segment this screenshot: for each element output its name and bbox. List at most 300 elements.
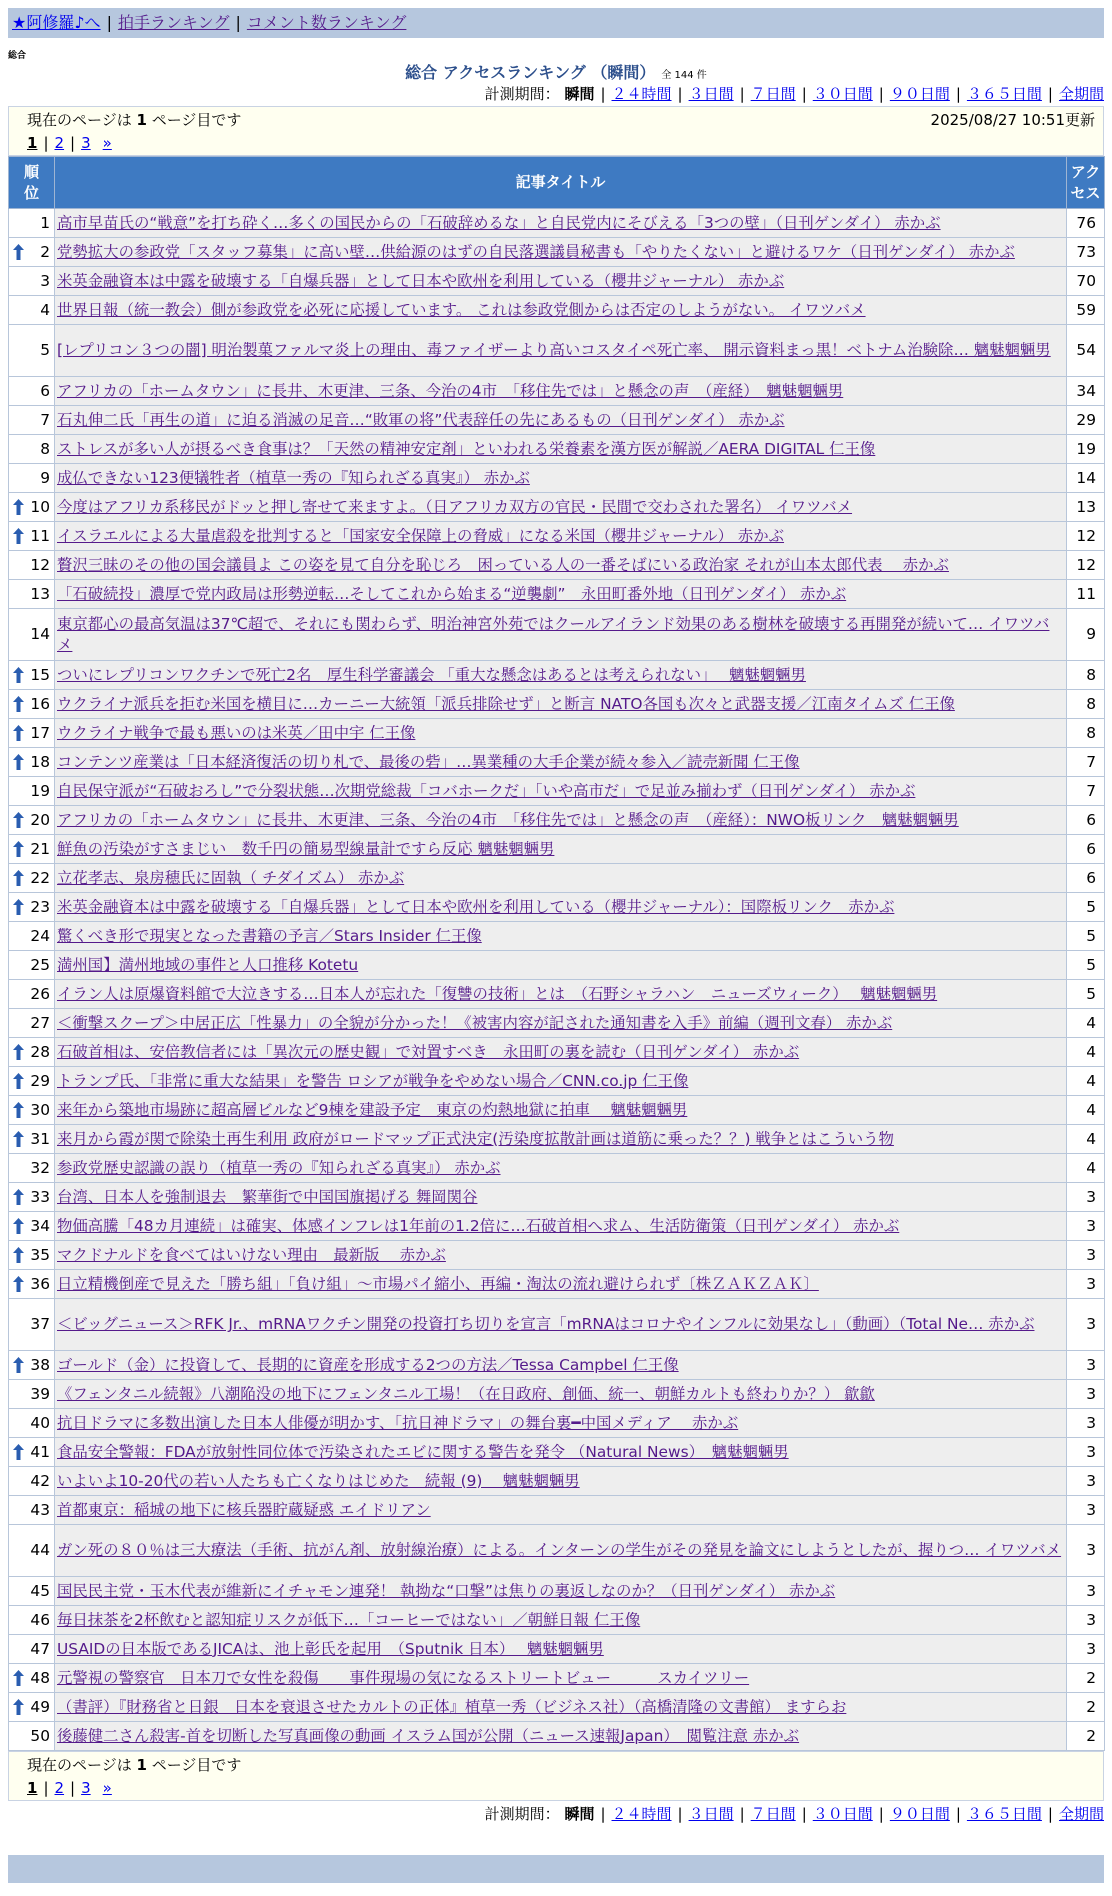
rank-cell [9, 1525, 55, 1577]
rank-number: 26 [30, 984, 50, 1003]
access-count: 76 [1067, 209, 1105, 238]
rank-cell [9, 493, 55, 522]
rank-column-header: 順位 [9, 157, 55, 209]
rank-up-arrow-icon [13, 696, 24, 712]
title-cell [55, 1183, 1067, 1212]
rank-up-arrow-icon [13, 841, 24, 857]
access-count: 3 [1067, 1183, 1105, 1212]
rank-number: 31 [30, 1129, 50, 1148]
access-count: 34 [1067, 377, 1105, 406]
rank-number: 46 [30, 1610, 50, 1629]
rank-cell [9, 1693, 55, 1722]
rank-cell [9, 690, 55, 719]
rank-number: 8 [40, 439, 50, 458]
title-cell [55, 238, 1067, 267]
access-count: 4 [1067, 1154, 1105, 1183]
access-count: 2 [1067, 1722, 1105, 1751]
article-link[interactable]: イラン人は原爆資料館で大泣きする…日本人が忘れた「復讐の技術」とは （石野シャラハン ニューズウィーク） 魑魅魍魎男 [57, 984, 938, 1003]
table-row [9, 719, 1105, 748]
rank-cell [9, 1438, 55, 1467]
table-row [9, 1467, 1105, 1496]
table-row [9, 1183, 1105, 1212]
access-count: 54 [1067, 325, 1105, 377]
title-cell [55, 1664, 1067, 1693]
title-cell [55, 1467, 1067, 1496]
article-link[interactable]: 東京都心の最高気温は37℃超で、それにも関わらず、明治神宮外苑ではクールアイランド効果のある樹林を破壊する再開発が続いて… イワツバメ [57, 614, 1050, 654]
title-cell [55, 296, 1067, 325]
table-row [9, 1722, 1105, 1751]
article-link[interactable]: 石丸伸二氏「再生の道」に迫る消滅の足音…“敗軍の将”代表辞任の先にあるもの（日刊ゲンダイ） 赤かぶ [57, 410, 785, 429]
page-links-bottom: 1 | 2 | 3 » [27, 1779, 112, 1797]
applause-ranking-link[interactable]: 拍手ランキング [117, 13, 230, 32]
period-current: 瞬間 [564, 85, 595, 103]
rank-up-arrow-icon [13, 1670, 24, 1686]
table-row [9, 1664, 1105, 1693]
title-cell [55, 1154, 1067, 1183]
rank-cell [9, 1183, 55, 1212]
rank-cell [9, 406, 55, 435]
rank-cell [9, 1067, 55, 1096]
rank-cell [9, 435, 55, 464]
rank-cell [9, 1409, 55, 1438]
article-link[interactable]: 食品安全警報：FDAが放射性同位体で汚染されたエビに関する警告を発令 （Natural News） 魑魅魍魎男 [57, 1442, 789, 1461]
rank-number: 17 [30, 723, 50, 742]
title-cell [55, 1009, 1067, 1038]
access-count: 7 [1067, 777, 1105, 806]
title-cell [55, 464, 1067, 493]
access-count: 3 [1067, 1635, 1105, 1664]
rank-cell [9, 1380, 55, 1409]
period-link-3d[interactable]: ３日間 [688, 85, 734, 103]
article-link[interactable]: 《フェンタニル続報》八潮陥没の地下にフェンタニル工場！（在日政府、創価、統一、朝鮮カルトも終わりか？） 歙歙 [57, 1384, 875, 1403]
table-row [9, 1096, 1105, 1125]
article-link[interactable]: 成仏できない123便犠牲者（植草一秀の『知られざる真実』） 赤かぶ [57, 468, 530, 487]
rank-number: 48 [30, 1668, 50, 1687]
rank-number: 13 [30, 584, 50, 603]
title-column-header: 記事タイトル [55, 157, 1067, 209]
page-link-1-bottom[interactable]: 1 [27, 1779, 38, 1797]
access-count: 3 [1067, 1270, 1105, 1299]
access-count: 3 [1067, 1351, 1105, 1380]
period-link-7d[interactable]: ７日間 [750, 85, 796, 103]
rank-number: 22 [30, 868, 50, 887]
article-link[interactable]: 首都東京：稲城の地下に核兵器貯蔵疑惑 エイドリアン [57, 1500, 431, 1519]
access-column-header: アクセス [1067, 157, 1105, 209]
title-cell [55, 864, 1067, 893]
title-cell [55, 922, 1067, 951]
article-link[interactable]: [レプリコン３つの闇] 明治製菓ファルマ炎上の理由、毒ファイザーより高いコスタイペ死亡率、 開示資料まっ黒！ベトナム治験除… 魑魅魍魎男 [57, 341, 1051, 359]
article-link[interactable]: 満州国】満州地域の事件と人口推移 Kotetu [57, 955, 359, 974]
rank-up-arrow-icon [13, 725, 24, 741]
access-count: 3 [1067, 1496, 1105, 1525]
period-link-all-bottom[interactable]: 全期間 [1058, 1805, 1104, 1823]
bottom-bar [8, 1855, 1104, 1883]
title-cell [55, 1125, 1067, 1154]
access-count: 5 [1067, 951, 1105, 980]
access-count: 8 [1067, 661, 1105, 690]
access-count: 11 [1067, 580, 1105, 609]
rank-number: 9 [40, 468, 50, 487]
rank-cell [9, 1664, 55, 1693]
rank-number: 14 [30, 625, 50, 643]
table-row [9, 238, 1105, 267]
title-cell [55, 267, 1067, 296]
rank-cell [9, 1635, 55, 1664]
rank-up-arrow-icon [13, 244, 24, 260]
rank-number: 43 [30, 1500, 50, 1519]
title-cell [55, 893, 1067, 922]
page-link-2[interactable]: 2 [54, 134, 65, 152]
access-count: 14 [1067, 464, 1105, 493]
article-link[interactable]: 立花孝志、泉房穂氏に固執（ チダイズム） 赤かぶ [57, 868, 405, 887]
rank-cell [9, 267, 55, 296]
table-row [9, 690, 1105, 719]
title-cell [55, 1635, 1067, 1664]
access-count: 8 [1067, 690, 1105, 719]
ranking-table [8, 156, 1105, 1751]
table-row [9, 1380, 1105, 1409]
period-link-90d[interactable]: ９０日間 [889, 85, 950, 103]
rank-cell [9, 1125, 55, 1154]
title-cell [55, 609, 1067, 661]
article-link[interactable]: コンテンツ産業は「日本経済復活の切り札で、最後の砦」…異業種の大手企業が続々参入／読売新聞 仁王像 [57, 752, 800, 771]
table-row [9, 748, 1105, 777]
table-row [9, 464, 1105, 493]
table-row [9, 980, 1105, 1009]
rank-up-arrow-icon [13, 1131, 24, 1147]
title-cell [55, 951, 1067, 980]
top-nav-bar: ★阿修羅♪へ | 拍手ランキング | コメント数ランキング [8, 8, 1104, 38]
access-count: 6 [1067, 864, 1105, 893]
table-row [9, 377, 1105, 406]
period-link-3d-bottom[interactable]: ３日間 [688, 1805, 734, 1823]
rank-cell [9, 1009, 55, 1038]
page-status-bottom: 現在のページは 1 ページ目です [27, 1756, 242, 1774]
article-link[interactable]: 世界日報（統一教会）側が参政党を必死に応援しています。 これは参政党側からは否定のしようがない。 イワツバメ [57, 300, 866, 319]
rank-cell [9, 1722, 55, 1751]
access-count: 12 [1067, 522, 1105, 551]
table-row [9, 267, 1105, 296]
rank-number: 29 [30, 1071, 50, 1090]
article-link[interactable]: ウクライナ派兵を拒む米国を横目に…カーニー大統領「派兵排除せず」と断言 NATO各国も次々と武器支援／江南タイムズ 仁王像 [57, 694, 955, 713]
rank-number: 34 [30, 1216, 50, 1235]
title-cell [55, 209, 1067, 238]
ranking-table-body [9, 209, 1105, 1751]
rank-cell [9, 835, 55, 864]
access-count: 9 [1067, 609, 1105, 661]
title-cell [55, 1722, 1067, 1751]
rank-up-arrow-icon [13, 1247, 24, 1263]
article-link[interactable]: いよいよ10-20代の若い人たちも亡くなりはじめた 続報 (9) 魑魅魍魎男 [57, 1471, 580, 1490]
table-row [9, 1154, 1105, 1183]
table-row [9, 1067, 1105, 1096]
access-count: 3 [1067, 1577, 1105, 1606]
article-link[interactable]: 贅沢三昧のその他の国会議員よ この姿を見て自分を恥じろ 困っている人の一番そばにいる政治家 それが山本太郎代表 赤かぶ [57, 555, 949, 574]
table-row [9, 1270, 1105, 1299]
title-cell [55, 1351, 1067, 1380]
article-link[interactable]: 石破首相は、安倍教信者には「異次元の歴史観」で対置すべき 永田町の裏を読む（日刊ゲンダイ） 赤かぶ [57, 1042, 800, 1061]
article-link[interactable]: 自民保守派が“石破おろし”で分裂状態…次期党総裁「コバホークだ」「いや高市だ」で足並み揃わず（日刊ゲンダイ） 赤かぶ [57, 781, 916, 800]
period-link-24h-bottom[interactable]: ２４時間 [611, 1805, 672, 1823]
access-count: 5 [1067, 980, 1105, 1009]
rank-number: 19 [30, 781, 50, 800]
rank-number: 40 [30, 1413, 50, 1432]
table-row [9, 835, 1105, 864]
title-cell [55, 1577, 1067, 1606]
table-row [9, 435, 1105, 464]
article-link[interactable]: 「石破続投」濃厚で党内政局は形勢逆転…そしてこれから始まる“逆襲劇” 永田町番外地（日刊ゲンダイ） 赤かぶ [57, 584, 847, 603]
article-link[interactable]: アフリカの「ホームタウン」に長井、木更津、三条、今治の4市 「移住先では」と懸念の声 （産経） 魑魅魍魎男 [57, 381, 844, 400]
rank-up-arrow-icon [13, 754, 24, 770]
table-header-row [9, 157, 1105, 209]
page-link-1[interactable]: 1 [27, 134, 38, 152]
rank-number: 21 [30, 839, 50, 858]
period-label: 計測期間： [484, 85, 560, 103]
section-label: 総合 [8, 51, 27, 61]
rank-up-arrow-icon [13, 812, 24, 828]
article-link[interactable]: ストレスが多い人が摂るべき食事は？「天然の精神安定剤」といわれる栄養素を漢方医が解説／AERA DIGITAL 仁王像 [57, 439, 876, 458]
table-row [9, 406, 1105, 435]
title-cell [55, 1496, 1067, 1525]
period-link-365d[interactable]: ３６５日間 [966, 85, 1042, 103]
page-link-3-bottom[interactable]: 3 [81, 1779, 91, 1797]
title-cell [55, 806, 1067, 835]
article-link[interactable]: ＜ビッグニュース＞RFK Jr.、mRNAワクチン開発の投資打ち切りを宣言「mRNAはコロナやインフルに効果なし」（動画）（Total Ne… 赤かぶ [57, 1315, 1035, 1333]
article-link[interactable]: ＜衝撃スクープ＞中居正広「性暴力」の全貌が分かった！《被害内容が記された通知書を入手》前編（週刊文春） 赤かぶ [57, 1013, 893, 1032]
access-count: 6 [1067, 835, 1105, 864]
access-count: 3 [1067, 1409, 1105, 1438]
access-count: 3 [1067, 1467, 1105, 1496]
rank-cell [9, 580, 55, 609]
title-cell [55, 377, 1067, 406]
title-cell [55, 661, 1067, 690]
rank-number: 37 [30, 1315, 50, 1333]
rank-number: 45 [30, 1581, 50, 1600]
page-link-2-bottom[interactable]: 2 [54, 1779, 65, 1797]
article-link[interactable]: ウクライナ戦争で最も悪いのは米英／田中宇 仁王像 [57, 723, 416, 742]
rank-up-arrow-icon [13, 1699, 24, 1715]
rank-up-arrow-icon [13, 899, 24, 915]
rank-number: 41 [30, 1442, 50, 1461]
rank-number: 6 [40, 381, 50, 400]
article-link[interactable]: 台湾、日本人を強制退去 繁華街で中国国旗掲げる 舞岡関谷 [57, 1187, 478, 1206]
table-row [9, 1125, 1105, 1154]
article-link[interactable]: 来年から築地市場跡に超高層ビルなど9棟を建設予定 東京の灼熱地獄に拍車 魑魅魍魎男 [57, 1100, 688, 1119]
article-link[interactable]: イスラエルによる大量虐殺を批判すると「国家安全保障上の脅威」になる米国（櫻井ジャーナル） 赤かぶ [57, 526, 785, 545]
period-link-24h[interactable]: ２４時間 [611, 85, 672, 103]
title-cell [55, 493, 1067, 522]
article-link[interactable]: 高市早苗氏の“戦意”を打ち砕く…多くの国民からの「石破辞めるな」と自民党内にそびえる「3つの壁」（日刊ゲンダイ） 赤かぶ [57, 213, 941, 232]
rank-up-arrow-icon [13, 1102, 24, 1118]
rank-cell [9, 296, 55, 325]
access-count: 4 [1067, 1096, 1105, 1125]
access-count: 5 [1067, 922, 1105, 951]
table-row [9, 551, 1105, 580]
table-row [9, 1241, 1105, 1270]
article-link[interactable]: 物価高騰「48カ月連続」は確実、体感インフレは1年前の1.2倍に…石破首相へ求ム、生活防衛策（日刊ゲンダイ） 赤かぶ [57, 1216, 900, 1235]
table-row [9, 1606, 1105, 1635]
access-count: 73 [1067, 238, 1105, 267]
title-cell [55, 551, 1067, 580]
title-cell [55, 1409, 1067, 1438]
table-row [9, 1496, 1105, 1525]
rank-cell [9, 1241, 55, 1270]
rank-cell [9, 1038, 55, 1067]
table-row [9, 806, 1105, 835]
access-count: 4 [1067, 1009, 1105, 1038]
title-cell [55, 406, 1067, 435]
article-link[interactable]: 鮮魚の汚染がすさまじい 数千円の簡易型線量計ですら反応 魑魅魍魎男 [57, 839, 555, 858]
rank-cell [9, 864, 55, 893]
period-link-90d-bottom[interactable]: ９０日間 [889, 1805, 950, 1823]
title-cell [55, 325, 1067, 377]
rank-number: 15 [30, 665, 50, 684]
rank-cell [9, 1270, 55, 1299]
article-link[interactable]: USAIDの日本版であるJICAは、池上彰氏を起用 （Sputnik 日本） 魑魅魍魎男 [57, 1639, 604, 1658]
title-cell [55, 835, 1067, 864]
rank-cell [9, 1299, 55, 1351]
article-link[interactable]: 後藤健二さん殺害-首を切断した写真画像の動画 イスラム国が公開（ニュース速報Japan） 閲覧注意 赤かぶ [57, 1726, 800, 1745]
access-count: 7 [1067, 748, 1105, 777]
rank-number: 44 [30, 1541, 50, 1559]
rank-number: 16 [30, 694, 50, 713]
updated-timestamp: 2025/08/27 10:51更新 [930, 111, 1095, 129]
rank-number: 2 [40, 242, 50, 261]
rank-number: 3 [40, 271, 50, 290]
article-link[interactable]: 米英金融資本は中露を破壊する「自爆兵器」として日本や欧州を利用している（櫻井ジャーナル）：国際板リンク 赤かぶ [57, 897, 895, 916]
rank-number: 11 [30, 526, 50, 545]
access-count: 3 [1067, 1380, 1105, 1409]
next-page-link[interactable]: » [102, 134, 112, 152]
article-link[interactable]: 元警視の警察官 日本刀で女性を殺傷 事件現場の気になるストリートビュー スカイツリー [57, 1668, 750, 1687]
title-cell [55, 522, 1067, 551]
rank-number: 1 [40, 213, 50, 232]
title-cell [55, 1438, 1067, 1467]
period-link-365d-bottom[interactable]: ３６５日間 [966, 1805, 1042, 1823]
rank-cell [9, 661, 55, 690]
comment-ranking-link[interactable]: コメント数ランキング [246, 13, 407, 32]
article-link[interactable]: 米英金融資本は中露を破壊する「自爆兵器」として日本や欧州を利用している（櫻井ジャーナル） 赤かぶ [57, 271, 785, 290]
total-count: 全 144 件 [661, 70, 707, 81]
table-row [9, 951, 1105, 980]
table-row [9, 209, 1105, 238]
title-cell [55, 748, 1067, 777]
rank-cell [9, 1212, 55, 1241]
access-count: 6 [1067, 806, 1105, 835]
rank-cell [9, 893, 55, 922]
rank-number: 33 [30, 1187, 50, 1206]
article-link[interactable]: 参政党歴史認識の誤り（植草一秀の『知られざる真実』） 赤かぶ [57, 1158, 501, 1177]
period-link-7d-bottom[interactable]: ７日間 [750, 1805, 796, 1823]
rank-number: 49 [30, 1697, 50, 1716]
period-link-30d[interactable]: ３０日間 [812, 85, 873, 103]
title-cell [55, 690, 1067, 719]
article-link[interactable]: 来月から霞が関で除染土再生利用 政府がロードマップ正式決定(汚染度拡散計画は道筋に乗った？？) 戦争とはこういう物 [57, 1129, 894, 1148]
rank-number: 42 [30, 1471, 50, 1490]
rank-cell [9, 1096, 55, 1125]
rank-cell [9, 719, 55, 748]
title-cell [55, 1096, 1067, 1125]
article-link[interactable]: （書評）『財務省と日銀 日本を衰退させたカルトの正体』植草一秀（ビジネス社）（高橋清隆の文書館） ますらお [57, 1697, 847, 1716]
rank-number: 47 [30, 1639, 50, 1658]
rank-up-arrow-icon [13, 1276, 24, 1292]
rank-up-arrow-icon [13, 1073, 24, 1089]
article-link[interactable]: ガン死の８０％は三大療法（手術、抗がん剤、放射線治療）による。インターンの学生がその発見を論文にしようとしたが、握りつ… イワツバメ [57, 1541, 1062, 1559]
table-row [9, 1351, 1105, 1380]
article-link[interactable]: 党勢拡大の参政党「スタッフ募集」に高い壁…供給源のはずの自民落選議員秘書も「やりたくない」と避けるワケ（日刊ゲンダイ） 赤かぶ [57, 242, 1015, 261]
article-link[interactable]: 驚くべき形で現実となった書籍の予言／Stars Insider 仁王像 [57, 926, 482, 945]
period-link-all[interactable]: 全期間 [1058, 85, 1104, 103]
article-link[interactable]: ついにレプリコンワクチンで死亡2名 厚生科学審議会 「重大な懸念はあるとは考えられない」 魑魅魍魎男 [57, 665, 806, 684]
rank-cell [9, 551, 55, 580]
ranking-heading [0, 63, 1112, 83]
access-count: 4 [1067, 1067, 1105, 1096]
article-link[interactable]: トランプ氏、「非常に重大な結果」を警告 ロシアが戦争をやめない場合／CNN.co.jp 仁王像 [57, 1071, 689, 1090]
rank-number: 5 [40, 341, 50, 359]
article-link[interactable]: 日立精機倒産で見えた「勝ち組」「負け組」～市場パイ縮小、再編・淘汰の流れ避けられず〔株ＺＡＫＺＡＫ〕 [57, 1274, 819, 1293]
access-count: 2 [1067, 1664, 1105, 1693]
rank-up-arrow-icon [13, 1218, 24, 1234]
period-selector-top: 計測期間： 瞬間 | ２４時間 | ３日間 | ７日間 | ３０日間 | ９０日間 | ３６５日間 | 全期間 [484, 85, 1104, 103]
table-row [9, 1409, 1105, 1438]
title-cell [55, 1270, 1067, 1299]
title-cell [55, 435, 1067, 464]
article-link[interactable]: 抗日ドラマに多数出演した日本人俳優が明かす、「抗日神ドラマ」の舞台裏━中国メディア 赤かぶ [57, 1413, 739, 1432]
rank-number: 38 [30, 1355, 50, 1374]
access-count: 2 [1067, 1693, 1105, 1722]
next-page-link-bottom[interactable]: » [102, 1779, 112, 1797]
article-link[interactable]: アフリカの「ホームタウン」に長井、木更津、三条、今治の4市 「移住先では」と懸念の声 （産経）：NWO板リンク 魑魅魍魎男 [57, 810, 959, 829]
period-link-30d-bottom[interactable]: ３０日間 [812, 1805, 873, 1823]
rank-number: 12 [30, 555, 50, 574]
access-count: 3 [1067, 1525, 1105, 1577]
rank-cell [9, 1351, 55, 1380]
table-row [9, 493, 1105, 522]
rank-cell [9, 980, 55, 1009]
pager-top [8, 106, 1104, 156]
title-cell [55, 719, 1067, 748]
article-link[interactable]: ゴールド（金）に投資して、長期的に資産を形成する2つの方法／Tessa Campbel 仁王像 [57, 1355, 679, 1374]
article-link[interactable]: 国民民主党・玉木代表が維新にイチャモン連発！ 執拗な“口撃”は焦りの裏返しなのか？（日刊ゲンダイ） 赤かぶ [57, 1581, 836, 1600]
rank-number: 10 [30, 497, 50, 516]
table-row [9, 922, 1105, 951]
rank-number: 27 [30, 1013, 50, 1032]
home-link[interactable]: ★阿修羅♪へ [12, 13, 101, 32]
title-cell [55, 1606, 1067, 1635]
article-link[interactable]: 毎日抹茶を2杯飲むと認知症リスクが低下…「コーヒーではない」／朝鮮日報 仁王像 [57, 1610, 641, 1629]
table-row [9, 325, 1105, 377]
table-row [9, 864, 1105, 893]
title-cell [55, 1380, 1067, 1409]
title-cell [55, 1038, 1067, 1067]
rank-cell [9, 806, 55, 835]
article-link[interactable]: 今度はアフリカ系移民がドッと押し寄せて来ますよ。（日アフリカ双方の官民・民間で交わされた署名） イワツバメ [57, 497, 853, 516]
rank-number: 24 [30, 926, 50, 945]
rank-number: 20 [30, 810, 50, 829]
table-row [9, 893, 1105, 922]
title-cell [55, 1525, 1067, 1577]
article-link[interactable]: マクドナルドを食べてはいけない理由 最新版 赤かぶ [57, 1245, 446, 1264]
page-title: 総合 アクセスランキング （瞬間） [405, 63, 656, 82]
table-row [9, 661, 1105, 690]
rank-number: 39 [30, 1384, 50, 1403]
rank-cell [9, 1467, 55, 1496]
rank-cell [9, 951, 55, 980]
title-cell [55, 1693, 1067, 1722]
page-link-3[interactable]: 3 [81, 134, 91, 152]
access-count: 59 [1067, 296, 1105, 325]
rank-number: 25 [30, 955, 50, 974]
